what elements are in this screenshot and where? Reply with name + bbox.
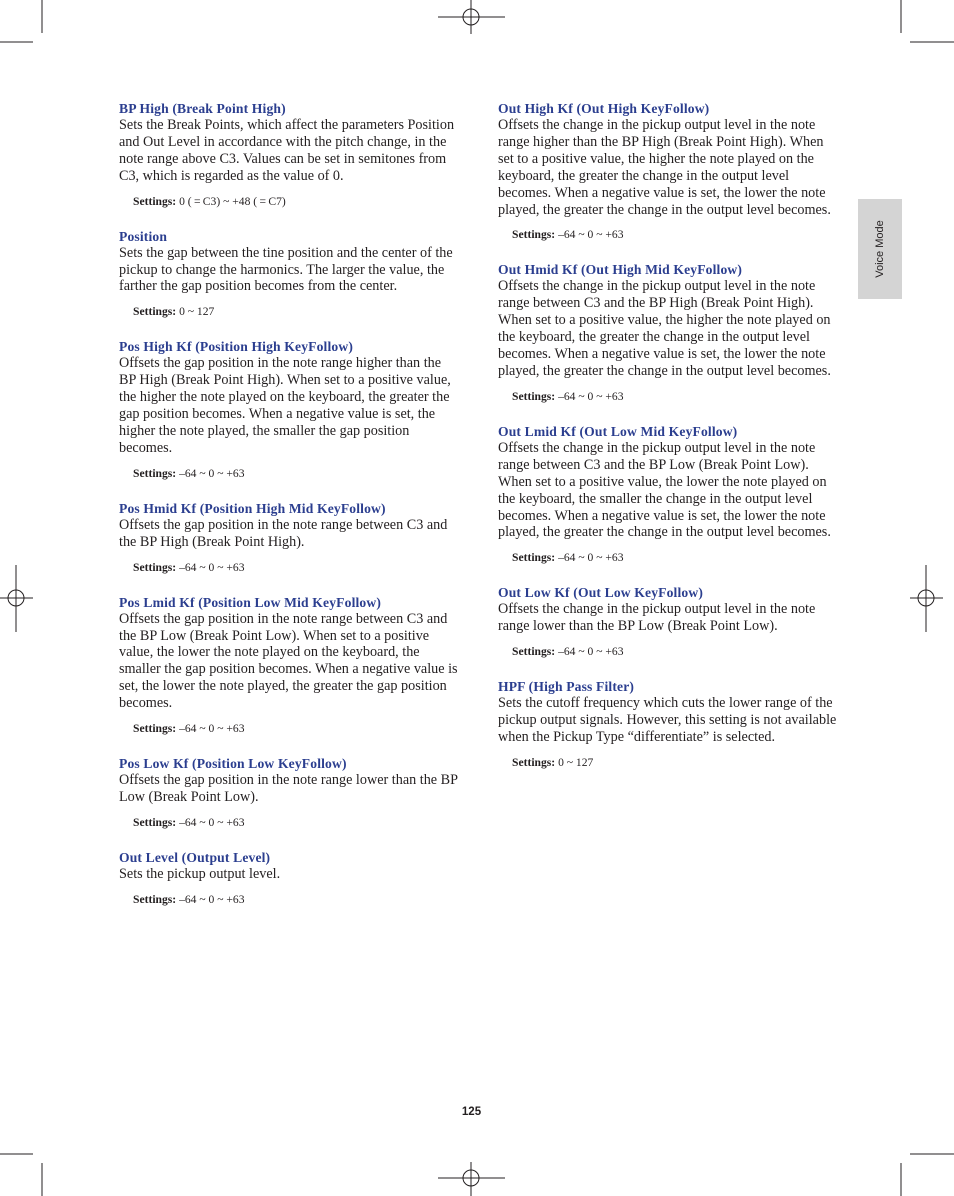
parameter-description: Offsets the change in the pickup output level in the note range lower than the BP Low (Break Point Low). bbox=[498, 601, 816, 635]
section-gap bbox=[119, 830, 461, 849]
parameter-heading: HPF (High Pass Filter) bbox=[498, 679, 635, 695]
parameter-section bbox=[119, 500, 461, 575]
parameter-description: Sets the Break Points, which affect the parameters Position and Out Level in accordance with the pitch change, in the note range above C3. Values can be set in semitones from C3, which is regarded as the value of 0. bbox=[119, 117, 455, 184]
parameter-description: Sets the gap between the tine position and the center of the pickup to change the harmonics. The larger the value, the farther the gap position becomes from the center. bbox=[119, 244, 453, 295]
settings-value: 0 ( = C3) ~ +48 ( = C7) bbox=[179, 194, 286, 208]
settings-label: Settings: bbox=[512, 645, 556, 659]
parameter-heading: Out Lmid Kf (Out Low Mid KeyFollow) bbox=[498, 423, 738, 439]
section-gap bbox=[498, 659, 840, 678]
parameter-description: Offsets the change in the pickup output level in the note range higher than the BP High (Break Point High). When set to a positive value, the higher the note played on the keyboard, the greater the change in the output level becomes. When a negative value is set, the lower the note played, the greater the change in the output level becomes. bbox=[498, 117, 831, 218]
parameter-description: Sets the cutoff frequency which cuts the lower range of the pickup output signals. However, this setting is not available when the Pickup Type “differentiate” is selected. bbox=[498, 695, 837, 745]
parameter-section bbox=[119, 594, 461, 736]
settings-label: Settings: bbox=[512, 551, 556, 565]
parameter-section bbox=[498, 678, 840, 770]
settings-label: Settings: bbox=[133, 466, 177, 480]
parameter-heading: Out Hmid Kf (Out High Mid KeyFollow) bbox=[498, 262, 743, 278]
settings-label: Settings: bbox=[133, 892, 177, 906]
settings-value: –64 ~ 0 ~ +63 bbox=[179, 466, 245, 480]
parameter-heading: Pos Low Kf (Position Low KeyFollow) bbox=[119, 756, 347, 772]
settings-value: –64 ~ 0 ~ +63 bbox=[558, 551, 624, 565]
section-gap bbox=[119, 481, 461, 500]
parameter-section bbox=[119, 849, 461, 907]
section-gap bbox=[498, 404, 840, 423]
section-gap bbox=[119, 575, 461, 594]
settings-value: –64 ~ 0 ~ +63 bbox=[179, 815, 245, 829]
settings-value: 0 ~ 127 bbox=[179, 305, 215, 319]
parameter-heading: BP High (Break Point High) bbox=[119, 101, 286, 116]
section-gap bbox=[498, 565, 840, 584]
parameter-section bbox=[119, 755, 461, 830]
section-gap bbox=[119, 736, 461, 755]
parameter-heading: Out Low Kf (Out Low KeyFollow) bbox=[498, 585, 704, 601]
section-gap bbox=[119, 209, 461, 228]
parameter-settings bbox=[133, 305, 461, 319]
settings-label: Settings: bbox=[133, 305, 177, 319]
parameter-description: Offsets the gap position in the note range between C3 and the BP High (Break Point High). bbox=[119, 516, 448, 550]
section-gap bbox=[119, 319, 461, 338]
settings-label: Settings: bbox=[512, 755, 556, 769]
parameter-settings bbox=[133, 195, 461, 209]
parameter-settings bbox=[133, 722, 461, 736]
parameter-description: Offsets the gap position in the note range between C3 and the BP Low (Break Point Low). When set to a positive value, the lower the note played on the keyboard, the smaller the gap position becomes. When a negative value is set, the lower the note played, the greater the gap position becomes. bbox=[119, 610, 458, 712]
settings-value: –64 ~ 0 ~ +63 bbox=[558, 645, 624, 659]
settings-value: –64 ~ 0 ~ +63 bbox=[558, 228, 624, 242]
page-number: 125 bbox=[461, 1106, 482, 1118]
parameter-description: Offsets the gap position in the note range lower than the BP Low (Break Point Low). bbox=[119, 772, 458, 805]
parameter-settings bbox=[133, 893, 461, 907]
parameter-heading: Position bbox=[119, 228, 168, 244]
parameter-heading: Out High Kf (Out High KeyFollow) bbox=[498, 101, 710, 116]
right-column bbox=[498, 100, 840, 770]
parameter-description: Offsets the change in the pickup output level in the note range between C3 and the BP High (Break Point High). When set to a positive value, the higher the note played on the keyboard, the greater the change in the output level becomes. When a negative value is set, the lower the note played, the greater the change in the output level becomes. bbox=[498, 278, 831, 379]
settings-label: Settings: bbox=[512, 228, 556, 242]
parameter-section bbox=[119, 100, 461, 209]
parameter-settings bbox=[512, 551, 840, 565]
parameter-heading: Pos Lmid Kf (Position Low Mid KeyFollow) bbox=[119, 594, 382, 610]
settings-value: –64 ~ 0 ~ +63 bbox=[179, 892, 245, 906]
parameter-heading: Pos High Kf (Position High KeyFollow) bbox=[119, 339, 354, 355]
settings-label: Settings: bbox=[133, 560, 177, 574]
parameter-section bbox=[498, 261, 840, 403]
settings-value: 0 ~ 127 bbox=[558, 755, 594, 769]
parameter-heading: Pos Hmid Kf (Position High Mid KeyFollow) bbox=[119, 500, 386, 516]
settings-label: Settings: bbox=[133, 815, 177, 829]
parameter-settings bbox=[512, 645, 840, 659]
parameter-settings bbox=[512, 228, 840, 242]
settings-label: Settings: bbox=[133, 194, 177, 208]
side-tab-label: Voice Mode bbox=[874, 220, 886, 278]
parameter-section bbox=[498, 584, 840, 659]
left-column bbox=[119, 100, 461, 907]
side-tab bbox=[858, 199, 902, 299]
settings-value: –64 ~ 0 ~ +63 bbox=[558, 389, 624, 403]
parameter-section bbox=[498, 100, 840, 242]
settings-value: –64 ~ 0 ~ +63 bbox=[179, 722, 245, 736]
parameter-settings bbox=[133, 467, 461, 481]
parameter-heading: Out Level (Output Level) bbox=[119, 849, 271, 865]
settings-label: Settings: bbox=[512, 389, 556, 403]
parameter-section bbox=[498, 423, 840, 565]
parameter-settings bbox=[133, 561, 461, 575]
parameter-settings bbox=[133, 816, 461, 830]
parameter-description: Offsets the gap position in the note range higher than the BP High (Break Point High). When set to a positive value, the higher the note played on the keyboard, the greater the gap position becomes. When a negative value is set, the higher the note played, the smaller the gap position becomes. bbox=[119, 355, 451, 456]
settings-value: –64 ~ 0 ~ +63 bbox=[179, 560, 245, 574]
parameter-section bbox=[119, 338, 461, 480]
section-gap bbox=[498, 242, 840, 261]
parameter-description: Offsets the change in the pickup output level in the note range between C3 and the BP Low (Break Point Low). When set to a positive value, the lower the note played on the keyboard, the smaller the change in the output level becomes. When a negative value is set, the lower the note played, the greater the change in the output level becomes. bbox=[498, 439, 831, 541]
parameter-settings bbox=[512, 390, 840, 404]
parameter-section bbox=[119, 228, 461, 320]
parameter-description: Sets the pickup output level. bbox=[119, 865, 281, 882]
parameter-settings bbox=[512, 756, 840, 770]
settings-label: Settings: bbox=[133, 722, 177, 736]
